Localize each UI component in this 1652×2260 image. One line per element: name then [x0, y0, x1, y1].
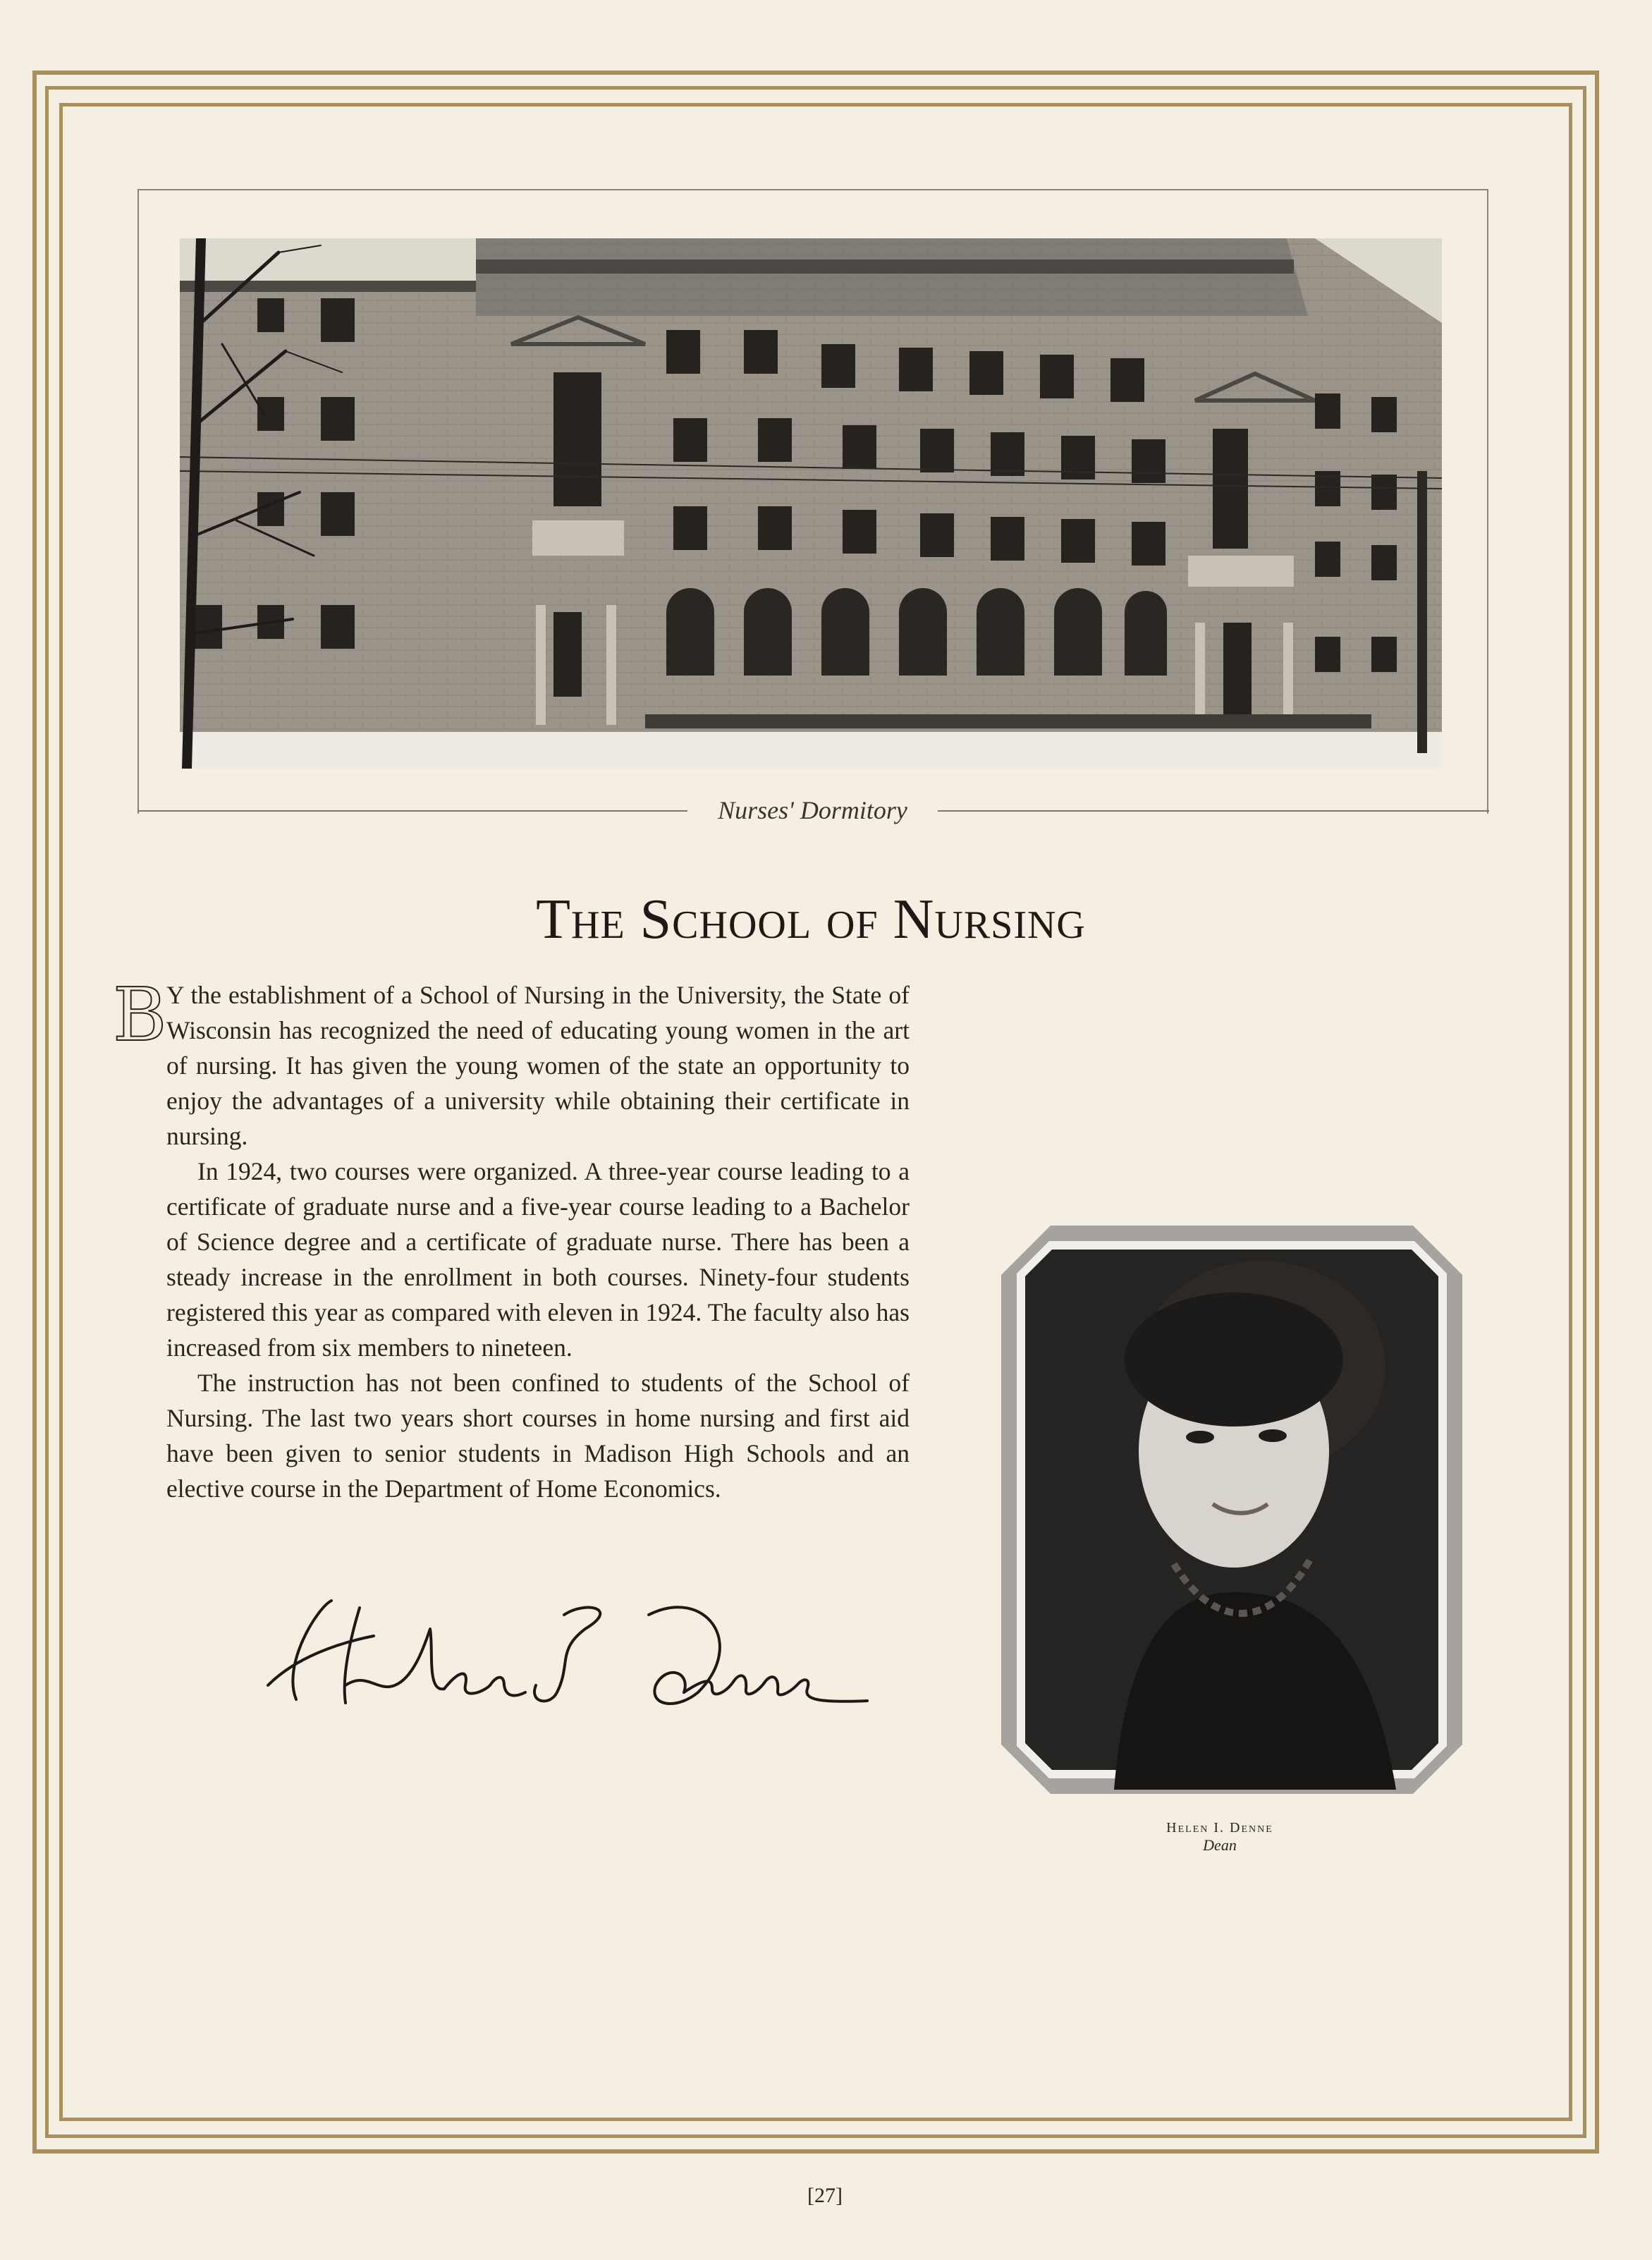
drop-cap: B — [113, 972, 167, 1058]
dormitory-photo — [180, 238, 1442, 769]
portrait-photo — [1001, 1226, 1462, 1794]
photo-caption: Nurses' Dormitory — [718, 796, 907, 824]
signature — [254, 1587, 874, 1721]
caption-rule-right — [938, 810, 1489, 812]
portrait-name: Helen I. Denne — [1166, 1820, 1273, 1836]
article-paragraph-1: Y the establishment of a School of Nursing in the University, the State of Wisconsin has recognized the need of educating young women in the art of nursing. It has given the young women of the state an opportunity to enjoy the advantages of a university while obtaining their certificate in nursing. — [166, 981, 910, 1150]
article-paragraph-3: The instruction has not been confined to students of the School of Nursing. The last two years short courses in home nursing and first aid have been given to senior students in Madison High Schools and an elective course in the Department of Home Economics. — [166, 1369, 910, 1503]
page-number: [27] — [807, 2184, 843, 2207]
page-title: The School of Nursing — [536, 888, 1086, 951]
portrait-role: Dean — [1203, 1836, 1237, 1854]
article-paragraph-2: In 1924, two courses were organized. A three-year course leading to a certificate of graduate nurse and a five-year course leading to a Bachelor of Science degree and a certificate of graduate nurse. There has been a steady increase in the enrollment in both courses. Ninety-four students registered this year as compared with eleven in 1924. The faculty also has increased from six members to nineteen. — [166, 1157, 910, 1362]
caption-rule-left — [137, 810, 687, 812]
article-body — [166, 977, 910, 1506]
